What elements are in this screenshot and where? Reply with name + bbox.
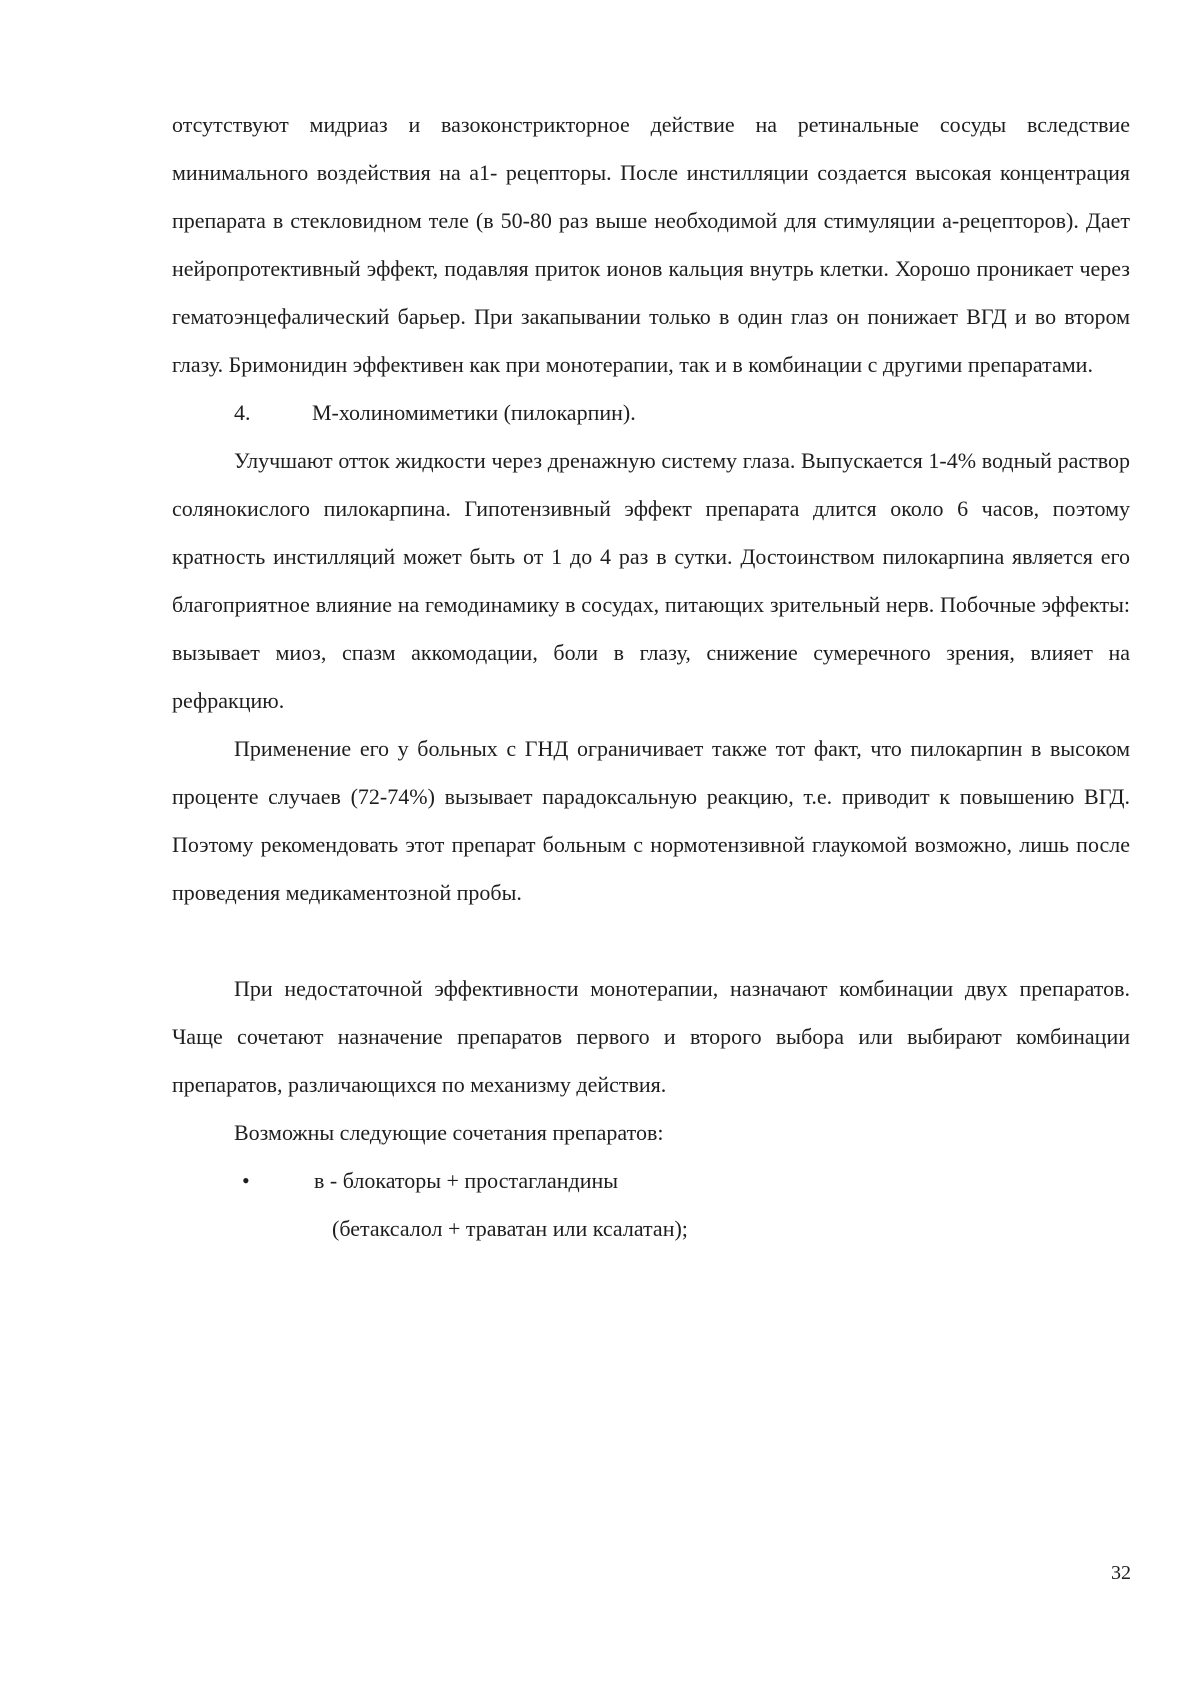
- paragraph-gap: [172, 917, 1130, 965]
- page-body: [172, 101, 1130, 1253]
- paragraph-possible-combinations: Возможны следующие сочетания препаратов:: [234, 1120, 664, 1145]
- paragraph-paradoxical-reaction: Применение его у больных с ГНД ограничивает также тот факт, что пилокарпин в высоком проценте случаев (72-74%) вызывает парадоксальную реакцию, т.е. приводит к повышению ВГД. Поэтому рекомендовать этот препарат больным с нормотензивной глаукомой возможно, лишь после проведения медикаментозной пробы.: [172, 736, 1130, 905]
- list-item-text: М-холиномиметики (пилокарпин).: [312, 400, 636, 425]
- bullet-item-text: в - блокаторы + простагландины: [314, 1168, 619, 1193]
- paragraph-pilocarpine: Улучшают отток жидкости через дренажную систему глаза. Выпускается 1-4% водный раствор солянокислого пилокарпина. Гипотензивный эффект препарата длится около 6 часов, поэтому кратность инстилляций может быть от 1 до 4 раз в сутки. Достоинством пилокарпина является его благоприятное влияние на гемодинамику в сосудах, питающих зрительный нерв. Побочные эффекты: вызывает миоз, спазм аккомодации, боли в глазу, снижение сумеречного зрения, влияет на рефракцию.: [172, 448, 1130, 713]
- paragraph-combination-therapy: При недостаточной эффективности монотерапии, назначают комбинации двух препаратов. Чаще сочетают назначение препаратов первого и второго выбора или выбирают комбинации препаратов, различающихся по механизму действия.: [172, 976, 1130, 1097]
- bullet-item-beta-blockers: [172, 1157, 1130, 1205]
- page-number: 32: [1111, 1562, 1131, 1584]
- list-number: 4.: [234, 400, 251, 425]
- numbered-item-m-cholinomimetics: [172, 389, 1130, 437]
- paragraph-brimonidine: отсутствуют мидриаз и вазоконстрикторное действие на ретинальные сосуды вследствие минимального воздействия на а1- рецепторы. После инстилляции создается высокая концентрация препарата в стекловидном теле (в 50-80 раз выше необходимой для стимуляции а-рецепторов). Дает нейропротективный эффект, подавляя приток ионов кальция внутрь клетки. Хорошо проникает через гематоэнцефалический барьер. При закапывании только в один глаз он понижает ВГД и во втором глазу. Бримонидин эффективен как при монотерапии, так и в комбинации с другими препаратами.: [172, 112, 1130, 377]
- bullet-marker: •: [242, 1168, 250, 1193]
- bullet-subitem-text: (бетаксалол + траватан или ксалатан);: [332, 1216, 688, 1241]
- bullet-subitem: [172, 1205, 1130, 1253]
